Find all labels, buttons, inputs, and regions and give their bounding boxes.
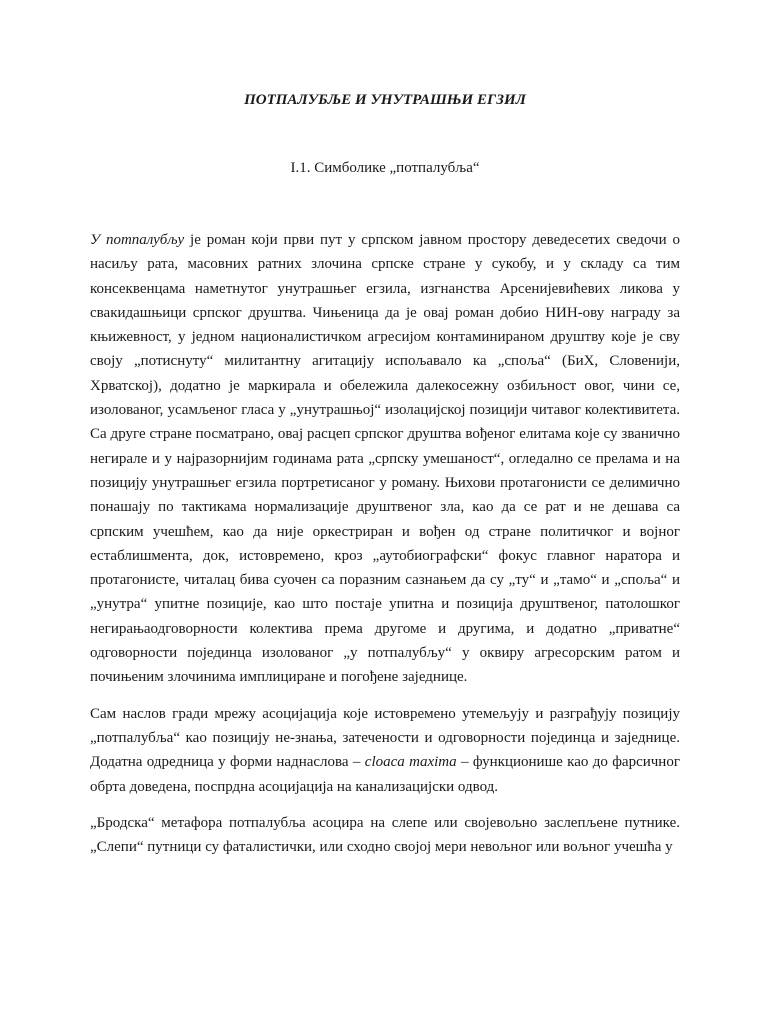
section-heading: I.1. Симболике „потпалубља“ — [290, 160, 480, 176]
paragraph-2-text-before: Сам наслов гради мрежу асоцијација које истовремено утемељују и разграђују позицију „потпалубља“ као позицију не-знања, затечености и одговорности појединца и заједнице. Додатна одредница у форми наднаслова – — [90, 705, 680, 771]
novel-title-italic: У потпалубљу — [90, 232, 185, 248]
document-title: ПОТПАЛУБЉЕ И УНУТРАШЊИ ЕГЗИЛ — [244, 92, 526, 108]
paragraph-2-text-after: – функционише као до фарсичног обрта доведена, поспрдна асоцијација на канализацијски одвод. — [90, 754, 680, 795]
paragraph-1-text: је роман који први пут у српском јавном простору деведесетих сведочи о насиљу рата, масовних ратних злочина српске стране у сукобу, и у складу са тим консеквенцама наметнутог унутрашњег егзила, изгнанства Арсенијевићевих ликова у свакидашњици српског друштва. Чињеница да је овај роман добио НИН-ову награду за књижевност, у једном националистичком агресијом контаминираном друштву које је сву своју „потиснуту“ милитантну агитацију испољавало ка „споља“ (БиХ, Словенији, Хрватској), додатно је маркирала и обележила далекосежну озбиљност овог, чини се, изолованог, усамљеног гласа у „унутрашњој“ изолацијској позицији читавог колективитета. Са друге стране посматрано, овај расцеп српског друштва вођеног елитама које су званично негирале и у најразорнијим годинама рата „српску умешаност“, огледално се прелама и на позицију унутрашњег егзила портретисаног у роману. Њихови протагонисти се делимично понашају по тактикама нормализације друштвеног зла, као да се рат и не дешава са српским учешћем, као да није оркестриран и вођен од стране политичког и војног естаблишмента, док, истовремено, кроз „аутобиографски“ фокус главног наратора и протагонисте, читалац бива суочен са поразним сазнањем да су „ту“ и „тамо“ и „споља“ и „унутра“ упитне позиције, као што постаје упитна и позиција друштвеног, патолошког негирањаодговорности колектива према другоме и другима, и додатно „приватне“ одговорности појединца изолованог „у потпалубљу“ у оквиру агресорским ратом и почињеним злочинима имплициране и погођене заједнице. — [90, 232, 680, 686]
body-text — [90, 228, 680, 859]
paragraph-3-text: „Бродска“ метафора потпалубља асоцира на слепе или својевољно заслепљене путнике. „Слепи“ путници су фаталистички, или сходно својој мери невољног или вољног учешћа у — [90, 814, 680, 856]
paragraph-2 — [90, 702, 680, 799]
paragraph-1 — [90, 228, 680, 690]
paragraph-3 — [90, 811, 680, 860]
latin-term-italic: cloaca maxima — [364, 754, 457, 771]
